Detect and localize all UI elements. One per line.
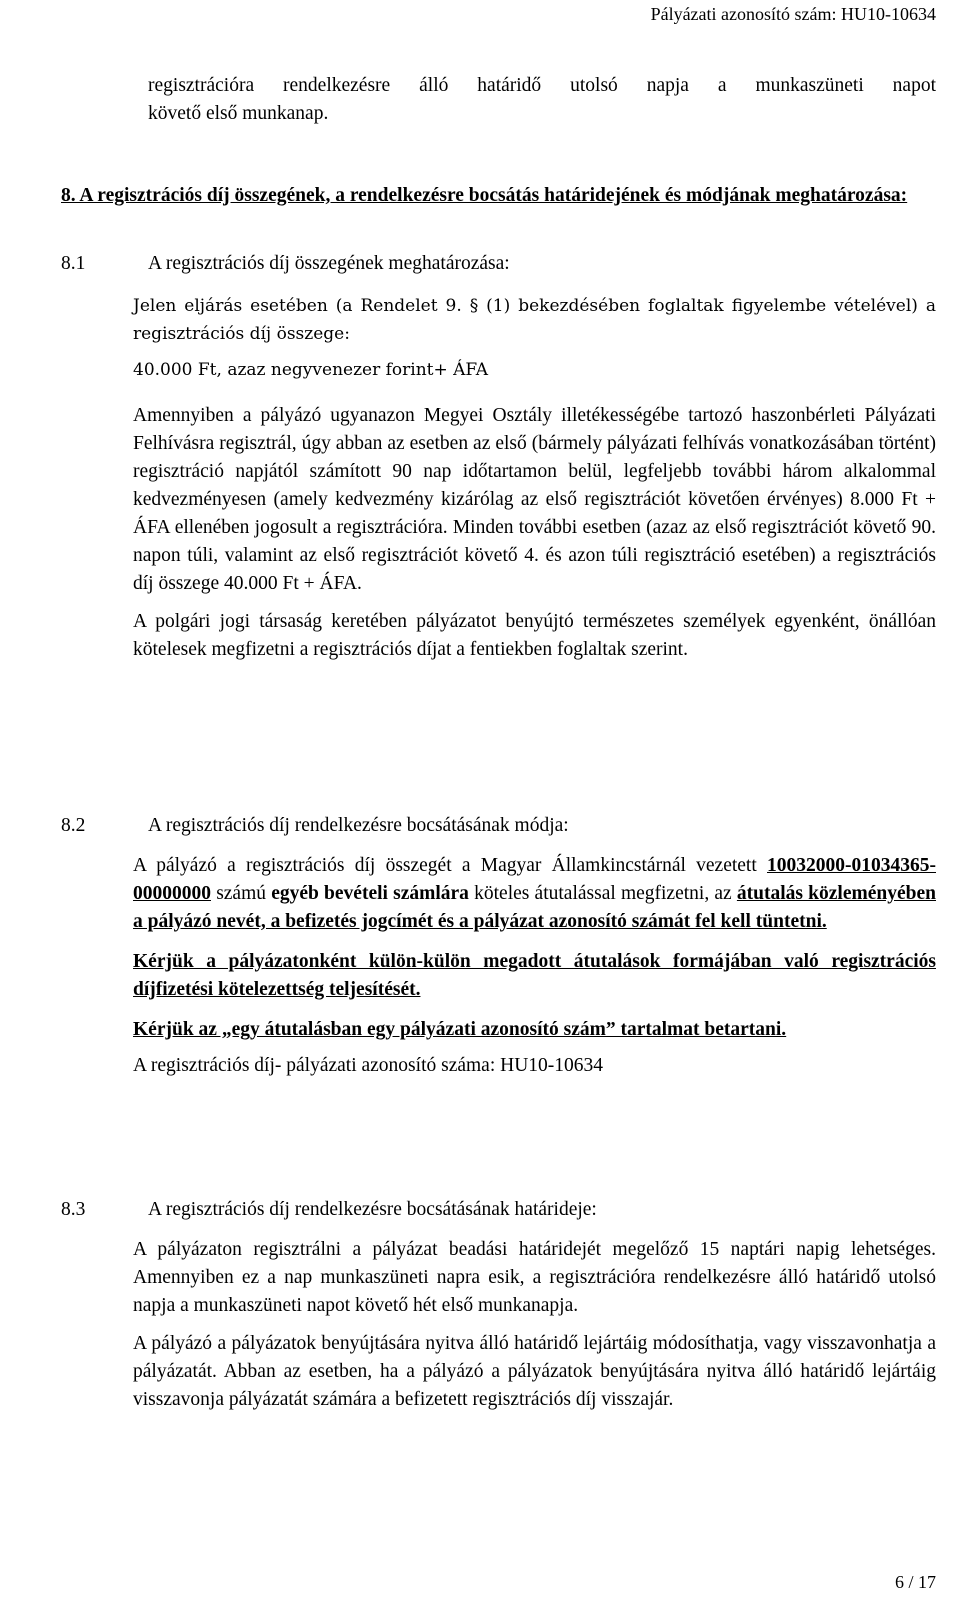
modification-paragraph: A pályázó a pályázatok benyújtására nyitva álló határidő lejártáig módosíthatja, vagy visszavonhatja a pályázatát. Abban az esetben, ha a pályázó a pályázatok benyújtására nyitva álló határidő lejártáig visszavonja pályázatát számára a befizetett regisztrációs díj visszajár. xyxy=(133,1333,936,1410)
payment-text-c: köteles átutalással megfizetni, az xyxy=(468,883,737,904)
section-8-2-number: 8.2 xyxy=(61,815,86,836)
section-8-1-body xyxy=(133,292,936,384)
account-number: 10032000-01034365-00000000 xyxy=(133,855,936,904)
intro-line-2: követő első munkanap. xyxy=(148,103,329,124)
fee-basis-paragraph: Jelen eljárás esetében (a Rendelet 9. § (1) bekezdésében foglaltak figyelembe vételével) a regisztrációs díj összege: xyxy=(133,296,936,344)
payment-text-b: számú xyxy=(211,883,272,904)
section-8-3-title: A regisztrációs díj rendelkezésre bocsátásának határideje: xyxy=(148,1199,597,1220)
civil-partnership-paragraph: A polgári jogi társaság keretében pályázatot benyújtó természetes személyek egyenként, önállóan kötelesek megfizetni a regisztrációs díjat a fentiekben foglaltak szerint. xyxy=(133,611,936,660)
page-number: 6 / 17 xyxy=(894,1572,936,1592)
fee-amount: 40.000 Ft, azaz negyvenezer forint+ ÁFA xyxy=(133,360,489,380)
section-8-2-body xyxy=(133,852,936,1080)
section-8-2-title: A regisztrációs díj rendelkezésre bocsátásának módja: xyxy=(148,815,569,836)
payment-paragraph xyxy=(133,852,936,936)
section-8-1-number: 8.1 xyxy=(61,253,86,274)
intro-line-1: regisztrációra rendelkezésre álló határidő utolsó napja a munkaszüneti napot xyxy=(148,75,936,96)
discount-paragraph: Amennyiben a pályázó ugyanazon Megyei Osztály illetékességébe tartozó haszonbérleti Pályázati Felhívásra regisztrál, úgy abban az esetben az első (bármely pályázati felhívás vonatkozásában történt) regisztráció napjától számított 90 nap időtartamon belül, legfeljebb további három alkalommal kedvezményesen (amely kedvezmény kizárólag az első regisztrációt követően érvényes) 8.000 Ft + ÁFA ellenében jogosult a regisztrációra. Minden további esetben (azaz az első regisztrációt követő 90. napon túli, valamint az első regisztrációt követő 4. és azon túli regisztráció esetében) a regisztrációs díj összege 40.000 Ft + ÁFA. xyxy=(133,405,936,594)
deadline-paragraph: A pályázaton regisztrálni a pályázat beadási határidejét megelőző 15 naptári napig lehetséges. Amennyiben ez a nap munkaszüneti napra esik, a regisztrációra rendelkezésre álló határidő utolsó napja a munkaszüneti napot követő hét első munkanapja. xyxy=(133,1239,936,1316)
separate-transfers-request: Kérjük a pályázatonként külön-külön megadott átutalások formájában való regisztrációs díjfizetési kötelezettség teljesítését. xyxy=(133,951,936,1000)
intro-text xyxy=(148,72,936,128)
account-type: egyéb bevételi számlára xyxy=(271,883,469,904)
section-8-heading: 8. A regisztrációs díj összegének, a rendelkezésre bocsátás határidejének és módjának meghatározása: xyxy=(61,185,908,206)
section-8-3-body xyxy=(133,1236,936,1414)
registration-fee-id: A regisztrációs díj- pályázati azonosító száma: HU10-10634 xyxy=(133,1055,604,1076)
one-id-per-transfer-request: Kérjük az „egy átutalásban egy pályázati azonosító szám” tartalmat betartani. xyxy=(133,1019,787,1040)
section-8-1-title: A regisztrációs díj összegének meghatározása: xyxy=(148,253,510,274)
payment-text-a: A pályázó a regisztrációs díj összegét a Magyar Államkincstárnál vezetett xyxy=(133,855,767,876)
transfer-note-requirement: átutalás közleményében a pályázó nevét, a befizetés jogcímét és a pályázat azonosító számát fel kell tüntetni. xyxy=(133,883,936,932)
section-8-1-text xyxy=(133,402,936,664)
page-header: Pályázati azonosító szám: HU10-10634 xyxy=(650,4,936,24)
section-8-3-number: 8.3 xyxy=(61,1199,86,1220)
